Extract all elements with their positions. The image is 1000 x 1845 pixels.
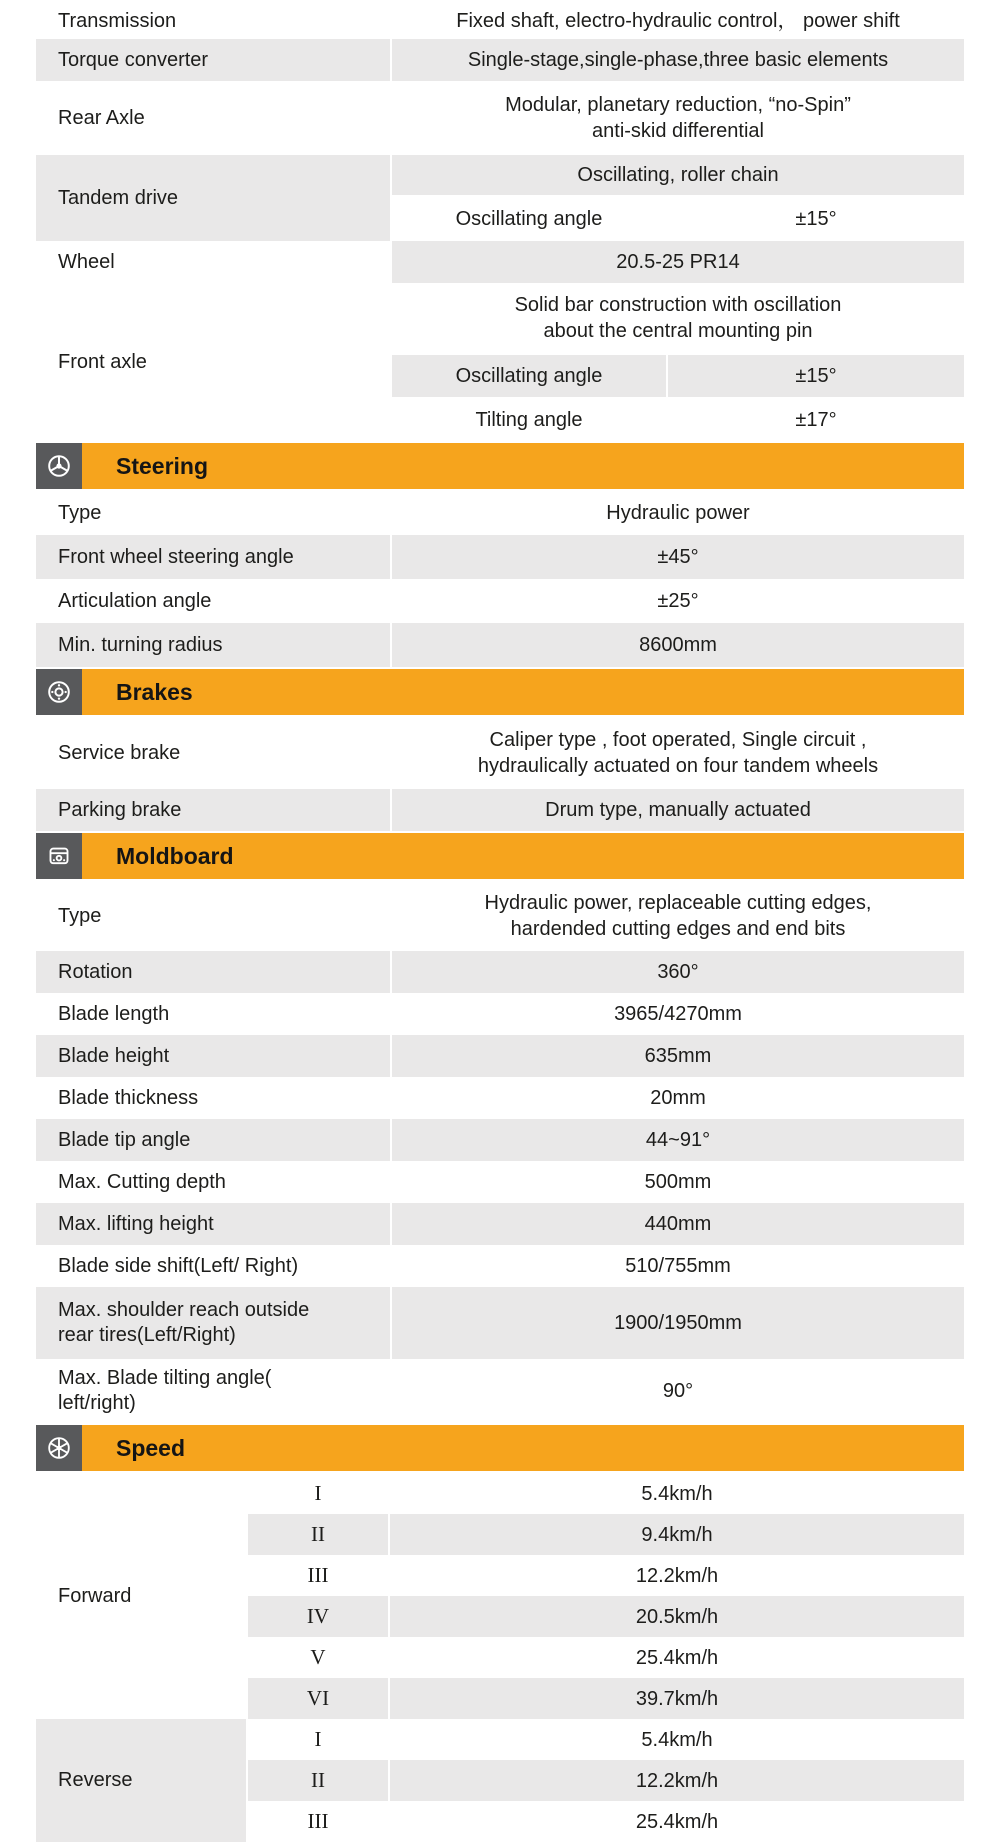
label-text: Max. shoulder reach outside rear tires(Left/Right) xyxy=(58,1299,310,1346)
row-value: 500mm xyxy=(392,1161,964,1203)
row-value: 8600mm xyxy=(392,623,964,667)
section-title: Brakes xyxy=(116,678,193,705)
brake-disc-icon xyxy=(36,669,82,715)
row-value: 1900/1950mm xyxy=(392,1287,964,1359)
spec-row-transmission xyxy=(36,3,964,39)
row-value: 635mm xyxy=(392,1035,964,1077)
speed-forward-group xyxy=(36,1473,964,1719)
value-line: Hydraulic power, replaceable cutting edges, xyxy=(484,892,872,914)
row-label xyxy=(36,1359,390,1423)
section-title: Moldboard xyxy=(116,842,234,869)
row-label: Blade tip angle xyxy=(36,1119,390,1161)
row-label: Wheel xyxy=(36,241,390,283)
spec-row-blade-thickness xyxy=(36,1077,964,1119)
value-line: hardended cutting edges and end bits xyxy=(510,918,846,940)
section-title: Speed xyxy=(116,1434,186,1461)
spec-row-max-shoulder-reach xyxy=(36,1287,964,1359)
spec-row-moldboard-type xyxy=(36,881,964,951)
spec-row-blade-length xyxy=(36,993,964,1035)
sub-label: Oscillating angle xyxy=(392,355,666,397)
gear-value: 25.4km/h xyxy=(390,1637,964,1678)
front-axle-tilting-row xyxy=(392,399,964,441)
spec-row-max-blade-tilting-angle xyxy=(36,1359,964,1423)
value-line: about the central mounting pin xyxy=(543,320,813,342)
section-header-speed xyxy=(36,1425,964,1471)
section-header-steering xyxy=(36,443,964,489)
row-label: Type xyxy=(36,491,390,535)
row-value: 3965/4270mm xyxy=(392,993,964,1035)
row-label: Rotation xyxy=(36,951,390,993)
spec-row-steering-type xyxy=(36,491,964,535)
spec-row-blade-side-shift xyxy=(36,1245,964,1287)
row-label: Transmission xyxy=(36,3,390,39)
row-value: 20.5-25 PR14 xyxy=(392,241,964,283)
sub-value: ±15° xyxy=(668,197,964,241)
label-text: Max. Blade tilting angle( left/right) xyxy=(58,1367,272,1414)
gear-value: 12.2km/h xyxy=(390,1555,964,1596)
spec-row-max-cutting-depth xyxy=(36,1161,964,1203)
spec-row-wheel xyxy=(36,241,964,283)
row-label: Min. turning radius xyxy=(36,623,390,667)
gear-label: VI xyxy=(248,1678,388,1719)
row-value: 20mm xyxy=(392,1077,964,1119)
front-axle-oscillating-row xyxy=(392,355,964,397)
row-value: 510/755mm xyxy=(392,1245,964,1287)
spec-row-rear-axle xyxy=(36,81,964,155)
gear-value: 20.5km/h xyxy=(390,1596,964,1637)
row-value xyxy=(392,881,964,951)
row-label: Reverse xyxy=(36,1719,246,1842)
speed-row xyxy=(248,1514,964,1555)
row-label: Blade thickness xyxy=(36,1077,390,1119)
gear-value: 9.4km/h xyxy=(390,1514,964,1555)
spec-row-blade-tip-angle xyxy=(36,1119,964,1161)
section-header-brakes xyxy=(36,669,964,715)
row-value xyxy=(392,283,964,353)
gear-label: III xyxy=(248,1801,388,1842)
gear-value: 5.4km/h xyxy=(390,1719,964,1760)
spec-row-front-wheel-steering-angle xyxy=(36,535,964,579)
spec-row-blade-height xyxy=(36,1035,964,1077)
row-value: ±45° xyxy=(392,535,964,579)
row-label: Front wheel steering angle xyxy=(36,535,390,579)
row-label: Tandem drive xyxy=(36,155,390,241)
row-value: Single-stage,single-phase,three basic elements xyxy=(392,39,964,81)
speed-row xyxy=(248,1473,964,1514)
moldboard-icon xyxy=(36,833,82,879)
section-header-moldboard xyxy=(36,833,964,879)
sub-value: ±15° xyxy=(668,355,964,397)
value-line: Caliper type , foot operated, Single circuit , xyxy=(489,729,867,751)
gear-label: V xyxy=(248,1637,388,1678)
gear-value: 39.7km/h xyxy=(390,1678,964,1719)
value-line: Modular, planetary reduction, “no-Spin” xyxy=(505,94,851,116)
gear-value: 12.2km/h xyxy=(390,1760,964,1801)
spec-row-max-lifting-height xyxy=(36,1203,964,1245)
front-axle-main-row xyxy=(392,283,964,353)
value-line: Solid bar construction with oscillation xyxy=(514,294,842,316)
row-value xyxy=(392,717,964,789)
row-value xyxy=(392,81,964,155)
gear-value: 25.4km/h xyxy=(390,1801,964,1842)
row-label: Type xyxy=(36,881,390,951)
row-label: Blade height xyxy=(36,1035,390,1077)
row-label: Torque converter xyxy=(36,39,390,81)
row-value: 440mm xyxy=(392,1203,964,1245)
spec-row-torque-converter xyxy=(36,39,964,81)
tandem-drive-main-row xyxy=(392,155,964,195)
row-value: 360° xyxy=(392,951,964,993)
speed-row xyxy=(248,1637,964,1678)
row-value: Drum type, manually actuated xyxy=(392,789,964,831)
speed-row xyxy=(248,1678,964,1719)
gear-label: II xyxy=(248,1514,388,1555)
value-line: hydraulically actuated on four tandem wheels xyxy=(477,755,879,777)
row-label: Max. lifting height xyxy=(36,1203,390,1245)
tandem-drive-oscillating-row xyxy=(392,197,964,241)
speed-reverse-group xyxy=(36,1719,964,1842)
row-value: Oscillating, roller chain xyxy=(392,155,964,195)
row-label: Blade length xyxy=(36,993,390,1035)
sub-label: Oscillating angle xyxy=(392,197,666,241)
row-value: Fixed shaft, electro-hydraulic control， power shift xyxy=(392,3,964,39)
row-label: Forward xyxy=(36,1473,246,1719)
gear-label: I xyxy=(248,1473,388,1514)
gear-label: I xyxy=(248,1719,388,1760)
gear-label: II xyxy=(248,1760,388,1801)
spec-group-front-axle xyxy=(36,283,964,441)
sub-value: ±17° xyxy=(668,399,964,441)
specification-table xyxy=(36,3,964,1842)
speed-row xyxy=(248,1555,964,1596)
gear-value: 5.4km/h xyxy=(390,1473,964,1514)
speed-row xyxy=(248,1719,964,1760)
gear-label: III xyxy=(248,1555,388,1596)
spec-row-service-brake xyxy=(36,717,964,789)
spec-row-min-turning-radius xyxy=(36,623,964,667)
spec-row-parking-brake xyxy=(36,789,964,831)
row-label: Blade side shift(Left/ Right) xyxy=(36,1245,390,1287)
row-value: Hydraulic power xyxy=(392,491,964,535)
spec-group-tandem-drive xyxy=(36,155,964,241)
wheel-speed-icon xyxy=(36,1425,82,1471)
sub-label: Tilting angle xyxy=(392,399,666,441)
row-label: Front axle xyxy=(36,283,390,441)
gear-label: IV xyxy=(248,1596,388,1637)
speed-row xyxy=(248,1760,964,1801)
row-value: 44~91° xyxy=(392,1119,964,1161)
steering-wheel-icon xyxy=(36,443,82,489)
row-label: Rear Axle xyxy=(36,81,390,155)
row-label xyxy=(36,1287,390,1359)
spec-row-rotation xyxy=(36,951,964,993)
row-label: Articulation angle xyxy=(36,579,390,623)
row-value: 90° xyxy=(392,1359,964,1423)
speed-row xyxy=(248,1801,964,1842)
value-line: anti-skid differential xyxy=(592,120,764,142)
speed-row xyxy=(248,1596,964,1637)
row-label: Parking brake xyxy=(36,789,390,831)
row-label: Service brake xyxy=(36,717,390,789)
spec-row-articulation-angle xyxy=(36,579,964,623)
row-label: Max. Cutting depth xyxy=(36,1161,390,1203)
section-title: Steering xyxy=(116,452,209,479)
row-value: ±25° xyxy=(392,579,964,623)
